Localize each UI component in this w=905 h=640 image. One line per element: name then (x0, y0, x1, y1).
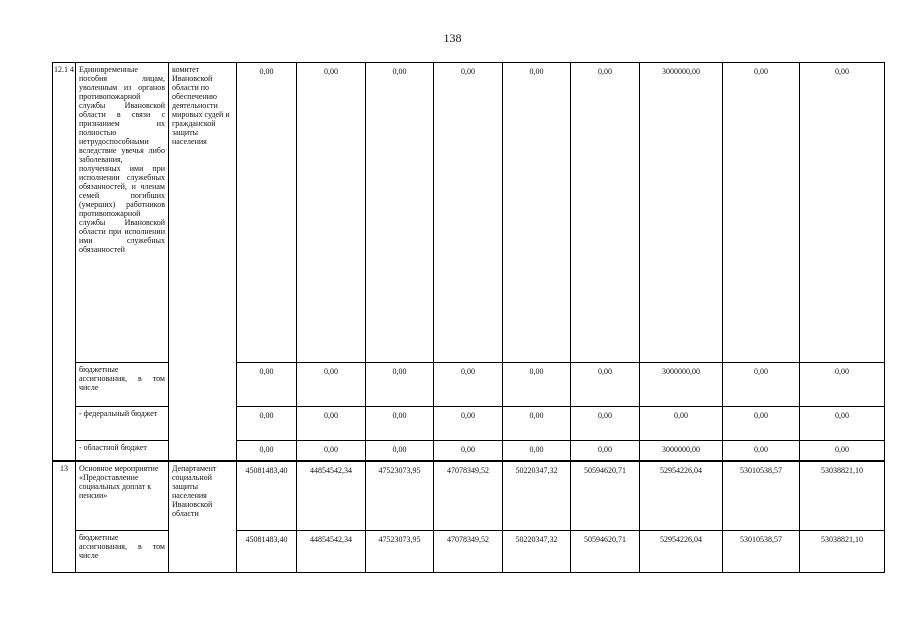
value-cell: 53010538,57 (723, 531, 800, 573)
value-cell: 0,00 (237, 441, 297, 461)
value-cell: 0,00 (503, 441, 571, 461)
value-cell: 50594620,71 (571, 531, 640, 573)
value-cell: 0,00 (800, 441, 885, 461)
value-cell: 0,00 (434, 363, 503, 407)
value-cell: 50220347,32 (503, 531, 571, 573)
executor-cell: комитет Ивановской области по обеспечению деятельности мировых судей и гражданской защиты населения (169, 63, 237, 461)
row-index-cell: 12.1 4 (53, 63, 76, 461)
value-cell: 0,00 (366, 363, 434, 407)
row-index-cell: 13 (53, 461, 76, 573)
measure-name-cell: бюджетные ассигнования, в том числе (76, 531, 169, 573)
value-cell: 53038821,10 (800, 461, 885, 531)
value-cell: 52954226,04 (640, 531, 723, 573)
measure-name-cell: - федеральный бюджет (76, 407, 169, 441)
value-cell: 0,00 (571, 63, 640, 363)
value-cell: 44854542,34 (297, 461, 366, 531)
value-cell: 0,00 (297, 407, 366, 441)
value-cell: 0,00 (800, 363, 885, 407)
value-cell: 0,00 (800, 63, 885, 363)
value-cell: 0,00 (571, 407, 640, 441)
value-cell: 0,00 (434, 407, 503, 441)
value-cell: 0,00 (237, 407, 297, 441)
value-cell: 50594620,71 (571, 461, 640, 531)
value-cell: 0,00 (297, 363, 366, 407)
value-cell: 0,00 (503, 407, 571, 441)
value-cell: 45081483,40 (237, 531, 297, 573)
table-row (53, 63, 885, 363)
budget-table (52, 62, 885, 573)
value-cell: 53010538,57 (723, 461, 800, 531)
value-cell: 0,00 (640, 407, 723, 441)
value-cell: 50220347,32 (503, 461, 571, 531)
value-cell: 47078349,52 (434, 461, 503, 531)
value-cell: 0,00 (503, 63, 571, 363)
value-cell: 0,00 (503, 363, 571, 407)
value-cell: 0,00 (571, 363, 640, 407)
value-cell: 0,00 (723, 441, 800, 461)
executor-cell: Департамент социальной защиты населения Ивановской области (169, 461, 237, 573)
value-cell: 0,00 (723, 63, 800, 363)
value-cell: 0,00 (297, 63, 366, 363)
value-cell: 47523073,95 (366, 531, 434, 573)
value-cell: 53038821,10 (800, 531, 885, 573)
value-cell: 0,00 (571, 441, 640, 461)
value-cell: 52954226,04 (640, 461, 723, 531)
value-cell: 47078349,52 (434, 531, 503, 573)
measure-name-cell: - областной бюджет (76, 441, 169, 461)
value-cell: 0,00 (366, 63, 434, 363)
value-cell: 44854542,34 (297, 531, 366, 573)
value-cell: 3000000,00 (640, 441, 723, 461)
measure-name-cell: бюджетные ассигнования, в том числе (76, 363, 169, 407)
value-cell: 0,00 (434, 63, 503, 363)
value-cell: 0,00 (723, 407, 800, 441)
value-cell: 0,00 (366, 407, 434, 441)
measure-name-cell: Единовременные пособия лицам, уволенным из органов противопожарной службы Ивановской области в связи с признанием их полностью нетрудоспособными вследствие увечья либо заболевания, полученных ими при исполнении служебных обязанностей, и членам семей погибших (умерших) работников противопожарной службы Ивановской области при исполнении ими служебных обязанностей (76, 63, 169, 363)
value-cell: 45081483,40 (237, 461, 297, 531)
value-cell: 3000000,00 (640, 63, 723, 363)
value-cell: 0,00 (434, 441, 503, 461)
value-cell: 0,00 (297, 441, 366, 461)
value-cell: 0,00 (237, 63, 297, 363)
value-cell: 0,00 (366, 441, 434, 461)
page-number: 138 (443, 31, 462, 45)
value-cell: 0,00 (800, 407, 885, 441)
value-cell: 0,00 (723, 363, 800, 407)
value-cell: 3000000,00 (640, 363, 723, 407)
table-row (53, 461, 885, 531)
value-cell: 0,00 (237, 363, 297, 407)
value-cell: 47523073,95 (366, 461, 434, 531)
measure-name-cell: Основное мероприятие «Предоставление социальных доплат к пенсии» (76, 461, 169, 531)
